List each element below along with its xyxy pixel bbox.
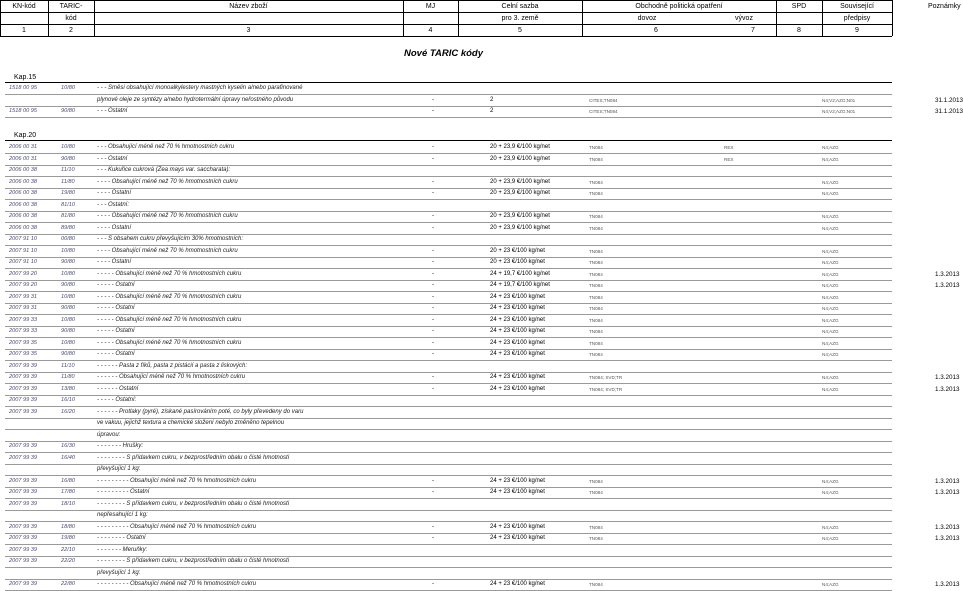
row-duty-rate: 20 + 23,9 €/100 kg/net [490,178,550,185]
row-description: plynové oleje ze syntézy a/nebo hydrotermální úpravy neřostného původu [97,96,294,103]
table-row [5,476,960,488]
row-unit: - [432,213,434,219]
row-note: 31.1.2013 [935,108,963,116]
table-row [5,522,960,534]
row-unit: - [432,178,434,185]
row-kn-code: 2007 99 39 [9,558,37,564]
row-note: 1.3.2013 [935,535,960,542]
row-import-measures: TN084 [589,271,603,277]
row-import-measures: TN084 [589,191,603,196]
row-duty-rate: 20 + 23 €/100 kg/net [490,259,545,265]
table-row [5,487,960,499]
row-unit: - [432,351,434,357]
row-import-measures: TN084 [589,225,603,231]
row-unit: - [432,270,434,277]
row-taric-code: 11/10 [61,362,75,369]
row-description: převyšující 1 kg: [97,466,141,472]
table-row [5,177,960,189]
row-import-measures: TN084 [589,248,603,254]
row-unit: - [432,190,434,196]
header-souvisejici: Související [840,3,874,10]
row-kn-code: 2007 99 39 [9,535,37,541]
row-kn-code: 2006 00 38 [9,224,37,231]
row-note: 1.3.2013 [935,523,960,531]
row-description: - - - - Ostatní [97,190,132,196]
row-kn-code: 2007 99 39 [9,374,37,380]
table-row [5,361,960,373]
section-divider-kap20 [5,140,892,141]
header-poznamky: Poznámky [928,3,961,10]
row-note: 1.3.2013 [935,374,960,381]
row-description: - - - - - - - - - Obsahující méně než 70 % hmotnostních cukru [97,523,257,530]
row-unit: - [432,282,434,288]
header-num-6: 6 [654,27,658,34]
header-num-3: 3 [246,27,251,34]
header-pro-3-zeme: pro 3. země [501,15,539,22]
row-kn-code: 2007 99 39 [9,397,37,403]
row-duty-rate: 20 + 23,9 €/100 kg/net [490,144,550,150]
header-num-4: 4 [428,27,433,34]
table-row [5,83,960,95]
row-duty-rate: 24 + 23 €/100 kg/net [490,489,545,495]
table-row [5,154,960,166]
table-row [5,395,960,407]
row-export-measures: REX [724,156,734,162]
row-duty-rate: 24 + 23 €/100 kg/net [490,535,545,541]
row-import-measures: TN084 [589,317,603,323]
row-taric-code: 11/10 [61,167,75,173]
row-related-regulations: N4;AZG [822,478,839,484]
row-unit: - [432,385,434,392]
row-import-measures: TN084 [589,145,603,150]
header-nazev-zbozi: Název zboží [229,3,268,10]
table-row [5,418,960,430]
row-kn-code: 2007 99 39 [9,362,37,369]
row-duty-rate: 20 + 23,9 €/100 kg/net [490,213,550,219]
row-related-regulations: N4;AZG [822,317,839,323]
row-duty-rate: 2 [490,108,494,115]
row-duty-rate: 24 + 23 €/100 kg/net [490,293,545,300]
row-kn-code: 2006 00 38 [9,167,37,173]
row-taric-code: 10/80 [61,293,75,300]
row-description: - - - - - - - - S přídavkem cukru, v bezprostředním obalu o čisté hmotnosti [97,454,290,461]
row-import-measures: TN084 [589,478,603,484]
header-num-7: 7 [751,27,755,34]
row-kn-code: 2007 99 39 [9,408,37,415]
row-taric-code: 13/80 [61,385,75,392]
row-related-regulations: N4;AZG [822,191,839,196]
row-kn-code: 2007 91 10 [9,247,37,254]
table-row [5,223,960,235]
row-description: - - - - - Obsahující méně než 70 % hmotnostních cukru [97,339,242,346]
row-import-measures: TN084 [589,214,603,219]
row-description: - - - - Obsahující méně než 70 % hmotnostních cukru [97,213,238,219]
row-duty-rate: 24 + 23 €/100 kg/net [490,477,545,484]
row-import-measures: TN084 [589,260,603,265]
row-description: - - - - - - - Hrušky: [97,443,143,449]
row-import-measures: CITES;TN084 [589,109,618,115]
row-taric-code: 17/80 [61,489,75,495]
row-unit: - [432,523,434,530]
row-unit: - [432,535,434,541]
row-kn-code: 2007 91 10 [9,259,37,265]
row-related-regulations: N4;AZG [822,375,839,380]
row-import-measures: TN084 [589,156,603,162]
row-kn-code: 2006 00 38 [9,213,37,219]
row-import-measures: TN084 [589,352,603,357]
row-taric-code: 10/80 [61,247,75,254]
row-duty-rate: 2 [490,96,494,103]
section-label-kap20: Kap.20 [14,132,37,139]
row-related-regulations: N4;AZG [822,283,839,288]
row-duty-rate: 24 + 23 €/100 kg/net [490,581,545,587]
row-import-measures: TN084 [589,283,603,288]
row-related-regulations: N4;AZG [822,306,839,311]
row-description: - - - Kukuřice cukrová (Zea mays var. saccharata): [97,167,231,173]
header-obchodne-politicka: Obchodně politická opatření [635,3,723,10]
row-related-regulations: N4;AZG [822,490,839,495]
row-duty-rate: 24 + 23 €/100 kg/net [490,385,545,392]
row-taric-code: 90/80 [61,305,75,311]
row-taric-code: 18/80 [61,523,75,530]
row-description: - - - - - - - - Ostatní [97,535,146,541]
row-taric-code: 16/80 [61,477,75,484]
row-description: - - - Obsahující méně než 70 % hmotnostních cukru [97,144,235,150]
row-duty-rate: 24 + 23 €/100 kg/net [490,316,545,323]
table-row [5,211,960,223]
row-related-regulations: N4;AZG [822,179,839,185]
row-description: - - - - - - Pasta z fíků, pasta z pistácií a pasta z liskových: [97,362,248,369]
table-row [5,338,960,350]
row-description: - - - - - Obsahující méně než 70 % hmotnostních cukru [97,316,242,323]
row-import-measures: TN084 [589,179,603,185]
row-unit: - [432,581,434,587]
table-row [5,533,960,545]
row-kn-code: 2007 99 39 [9,454,37,461]
table-row [5,188,960,200]
header-num-8: 8 [797,27,801,34]
header-kn-kod: KN-kód [12,3,36,10]
table-row [5,453,960,465]
header-taric: TARIC- [59,3,83,10]
row-description: - - - - - - - - - Obsahující méně než 70 % hmotnostních cukru [97,477,257,484]
row-kn-code: 2007 99 39 [9,500,37,507]
row-description: - - - - - - - - - Obsahující méně než 70 % hmotnostních cukru [97,581,257,587]
row-taric-code: 81/80 [61,213,75,219]
row-kn-code: 1518 00 95 [9,108,37,115]
row-kn-code: 2007 99 20 [9,270,37,277]
row-description: - - - - - - - - S přídavkem cukru, v bezprostředním obalu o čisté hmotnosti [97,558,290,564]
row-related-regulations: N4;V2;AZG;N01 [822,97,856,103]
row-taric-code: 11/80 [61,374,75,380]
row-unit: - [432,339,434,346]
row-kn-code: 2006 00 38 [9,190,37,196]
row-duty-rate: 20 + 23 €/100 kg/net [490,247,545,254]
table-row [5,384,960,396]
row-duty-rate: 24 + 19,7 €/100 kg/net [490,270,550,277]
row-description: - - - Ostatní [97,108,128,115]
row-description: - - - - - Ostatní [97,282,135,288]
row-duty-rate: 24 + 23 €/100 kg/net [490,328,545,334]
row-kn-code: 2007 99 39 [9,443,37,449]
row-kn-code: 2007 99 31 [9,305,37,311]
row-note: 1.3.2013 [935,385,960,393]
row-taric-code: 90/80 [61,282,75,288]
row-unit: - [432,293,434,300]
row-unit: - [432,374,434,380]
row-kn-code: 2006 00 38 [9,201,37,208]
row-taric-code: 22/20 [61,558,75,564]
row-duty-rate: 20 + 23,9 €/100 kg/net [490,190,550,196]
row-import-measures: TN084 [589,524,603,530]
row-kn-code: 2006 00 38 [9,178,37,185]
table-row [5,545,960,557]
row-description: převyšující 1 kg: [97,569,141,576]
header-num-5: 5 [518,27,522,34]
row-related-regulations: N4;AZG [822,214,839,219]
table-row [5,292,960,304]
row-unit: - [432,247,434,254]
row-taric-code: 10/80 [61,270,75,277]
row-related-regulations: N4;AZG [822,352,839,357]
row-import-measures: TN084; SVD;TR [589,375,623,380]
row-note: 1.3.2013 [935,270,960,278]
row-description: ve vakuu, jejichž textura a chemické složení nebylo změněno tepelnou [97,420,285,426]
row-taric-code: 90/80 [61,108,75,115]
row-kn-code: 2007 99 39 [9,546,37,553]
row-unit: - [432,489,434,495]
row-kn-code: 2007 99 39 [9,477,37,484]
row-taric-code: 22/10 [61,546,75,553]
row-taric-code: 81/10 [61,201,75,208]
row-duty-rate: 24 + 23 €/100 kg/net [490,339,545,346]
row-related-regulations: N4;AZG [822,582,839,587]
header-num-2: 2 [69,27,73,34]
table-row [5,257,960,269]
row-import-measures: TN084 [589,306,603,311]
row-unit: - [432,108,434,115]
row-description: úpravou: [97,431,121,438]
row-description: nepřesahující 1 kg: [97,512,148,518]
table-row [5,315,960,327]
row-related-regulations: N4;AZG [822,156,839,162]
row-import-measures: TN084 [589,294,603,300]
row-unit: - [432,328,434,334]
row-import-measures: TN084 [589,490,603,495]
row-related-regulations: N4;AZG [822,145,839,150]
row-kn-code: 2007 99 39 [9,581,37,587]
row-kn-code: 2007 99 33 [9,328,37,334]
table-row [5,246,960,258]
row-taric-code: 16/30 [61,443,75,449]
row-taric-code: 19/80 [61,535,75,541]
row-unit: - [432,316,434,323]
row-import-measures: TN084; SVD;TR [589,386,623,392]
row-import-measures: TN084 [589,536,603,541]
table-row [5,95,963,107]
row-unit: - [432,96,434,103]
header-vyvoz: vývoz [735,15,753,22]
header-predpisy: předpisy [843,15,871,22]
row-description: - - - - - Obsahující méně než 70 % hmotnostních cukru [97,293,242,300]
row-taric-code: 16/10 [61,397,75,403]
row-note: 31.1.2013 [935,96,963,104]
row-description: - - - Ostatní: [97,201,130,208]
row-import-measures: TN084 [589,582,603,587]
row-unit: - [432,155,434,162]
table-row [5,499,960,511]
table-row [5,568,960,580]
table-row [5,441,960,453]
row-description: - - - Ostatní [97,155,128,162]
table-row [5,510,960,522]
row-taric-code: 89/80 [61,224,75,231]
table-row [5,269,960,281]
row-taric-code: 90/80 [61,155,75,162]
table-row [5,430,960,442]
row-kn-code: 2007 99 33 [9,316,37,323]
row-import-measures: CITES;TN084 [589,97,618,103]
header-kod: kód [65,15,77,22]
row-description: - - - - - Ostatní [97,305,135,311]
row-taric-code: 10/80 [61,144,75,150]
row-duty-rate: 24 + 23 €/100 kg/net [490,523,545,530]
row-kn-code: 1518 00 95 [9,85,37,91]
row-duty-rate: 24 + 19,7 €/100 kg/net [490,282,550,288]
row-description: - - - - - Ostatní: [97,397,137,403]
row-kn-code: 2007 99 35 [9,339,37,346]
row-related-regulations: N4;AZG [822,271,839,277]
row-import-measures: TN084 [589,329,603,334]
row-description: - - - - Obsahující méně než 70 % hmotnostních cukru [97,178,238,185]
row-duty-rate: 24 + 23 €/100 kg/net [490,351,545,357]
row-kn-code: 2007 99 39 [9,489,37,495]
row-note: 1.3.2013 [935,282,960,289]
table-row [5,349,960,361]
row-import-measures: TN084 [589,340,603,346]
row-related-regulations: N4;AZG [822,225,839,231]
row-related-regulations: N4;AZG [822,260,839,265]
row-note: 1.3.2013 [935,477,960,485]
row-taric-code: 22/80 [61,581,75,587]
table-row [5,280,960,292]
table-row [5,464,960,476]
table-row [5,372,960,384]
row-description: - - - - - - Protlaky (pyré), získané pasírováním poté, co byly převedeny do varu [97,408,304,415]
header-dovoz: dovoz [637,15,657,22]
row-description: - - - - Ostatní [97,259,132,265]
row-note: 1.3.2013 [935,489,960,496]
row-taric-code: 16/40 [61,454,75,461]
row-taric-code: 19/80 [61,190,75,196]
row-description: - - - - - - - - - Ostatní [97,489,150,495]
row-description: - - - - - Obsahující méně než 70 % hmotnostních cukru [97,270,242,277]
row-taric-code: 10/80 [61,85,75,91]
page-title: Nové TARIC kódy [404,48,484,59]
table-row [5,407,960,419]
row-description: - - - - - - - - S přídavkem cukru, v bezprostředním obalu o čisté hmotnosti [97,500,290,507]
row-taric-code: 90/80 [61,259,75,265]
row-kn-code: 2007 91 10 [9,236,37,242]
row-duty-rate: 20 + 23,9 €/100 kg/net [490,155,550,162]
table-row [5,142,960,154]
row-unit: - [432,305,434,311]
row-unit: - [432,224,434,231]
table-row [5,303,960,315]
row-related-regulations: N4;V2;AZG;N01 [822,109,856,115]
row-unit: - [432,144,434,150]
row-kn-code: 2006 00 31 [9,155,37,162]
row-description: - - - S obsahem cukru převyšujícím 30% hmotnostních: [97,236,244,242]
header-num-1: 1 [22,27,26,34]
row-taric-code: 90/80 [61,351,75,357]
header-spd: SPD [791,3,807,10]
row-kn-code: 2007 99 35 [9,351,37,357]
table-row [5,234,960,246]
row-taric-code: 10/80 [61,339,75,346]
row-taric-code: 90/80 [61,328,75,334]
row-description: - - - - Ostatní [97,224,132,231]
row-duty-rate: 20 + 23,9 €/100 kg/net [490,224,550,231]
row-kn-code: 2007 99 39 [9,523,37,530]
row-description: - - - Směsi obsahující monoalkylestery mastných kyselin a/nebo parafinované [97,85,303,91]
row-taric-code: 00/80 [61,236,75,242]
row-kn-code: 2006 00 31 [9,144,37,150]
header-mj: MJ [425,3,436,10]
header-celni-sazba: Celní sazba [501,3,539,10]
row-related-regulations: N4;AZG [822,294,839,300]
row-related-regulations: N4;AZG [822,248,839,254]
table-row [5,579,960,591]
row-description: - - - - - Ostatní [97,328,135,334]
row-export-measures: REX [724,145,734,150]
row-description: - - - - - - Obsahující méně než 70 % hmotnostních cukru [97,374,246,380]
row-taric-code: 16/20 [61,408,75,415]
table-row [5,556,960,568]
row-taric-code: 18/10 [61,500,75,507]
row-note: 1.3.2013 [935,581,960,588]
row-duty-rate: 24 + 23 €/100 kg/net [490,374,545,380]
row-description: - - - - Obsahující méně než 70 % hmotnostních cukru [97,247,238,254]
table-row [5,165,960,177]
row-description: - - - - - - Ostatní [97,385,139,392]
row-related-regulations: N4;AZG [822,329,839,334]
table-row [5,200,960,212]
row-unit: - [432,477,434,484]
row-taric-code: 10/80 [61,316,75,323]
row-unit: - [432,259,434,265]
row-kn-code: 2007 99 31 [9,293,37,300]
row-kn-code: 2007 99 20 [9,282,37,288]
row-related-regulations: N4;AZG [822,536,839,541]
row-description: - - - - - - - Meruňky: [97,546,148,553]
row-kn-code: 2007 99 39 [9,385,37,392]
section-label-kap15: Kap.15 [14,74,37,81]
row-related-regulations: N4;AZG [822,524,839,530]
row-related-regulations: N4;AZG [822,386,839,392]
row-description: - - - - - Ostatní [97,351,135,357]
table-row [5,326,960,338]
row-related-regulations: N4;AZG [822,340,839,346]
row-duty-rate: 24 + 23 €/100 kg/net [490,305,545,311]
header-num-9: 9 [855,27,859,34]
row-divider [5,117,892,118]
row-taric-code: 11/80 [61,178,75,185]
table-row [5,106,963,118]
